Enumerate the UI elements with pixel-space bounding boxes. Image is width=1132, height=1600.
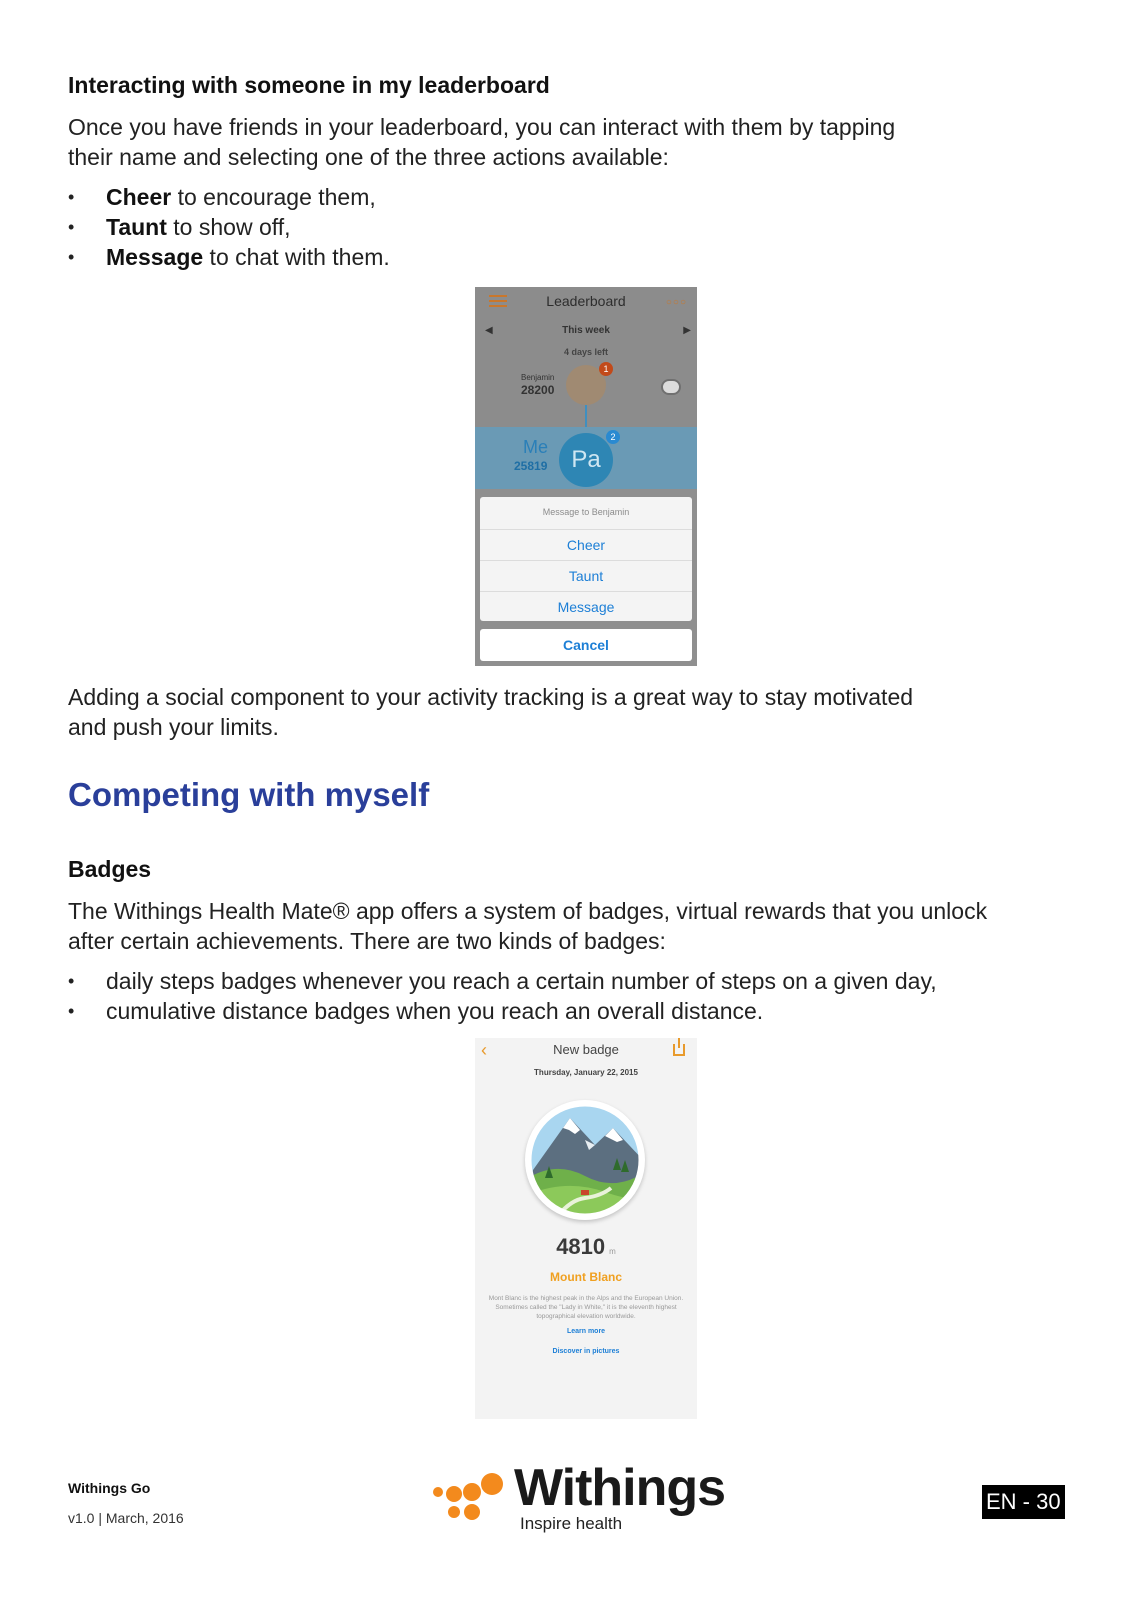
connector-line: [585, 405, 587, 427]
withings-dots-icon: [432, 1472, 512, 1528]
outro-paragraph: [68, 682, 1068, 742]
list-item: • daily steps badges whenever you reach a certain number of steps on a given day,: [68, 966, 937, 996]
badge-screenshot: [475, 1038, 697, 1419]
taunt-option[interactable]: Taunt: [480, 561, 692, 592]
intro-line-1: Once you have friends in your leaderboard, you can interact with them by tapping: [68, 114, 896, 140]
chat-bubble-icon[interactable]: [661, 379, 681, 395]
page-number: EN - 30: [982, 1485, 1065, 1519]
bullet-text: to chat with them.: [203, 244, 390, 270]
badges-line-1: The Withings Health Mate® app offers a system of badges, virtual rewards that you unlock: [68, 898, 988, 924]
friend-rank-badge: 1: [599, 362, 613, 376]
more-options-icon[interactable]: ○○○: [665, 297, 687, 308]
me-score: 25819: [514, 459, 548, 473]
badge-description: Mont Blanc is the highest peak in the Alps and the European Union. Sometimes called the "Lady in White," it is the eleventh highest topographical elevation worldwide.: [488, 1295, 684, 1320]
badges-line-2: after certain achievements. There are two kinds of badges:: [68, 928, 666, 954]
period-label: This week: [562, 325, 610, 336]
mountain-badge-icon: [525, 1100, 645, 1220]
cheer-option[interactable]: Cheer: [480, 530, 692, 561]
next-week-icon[interactable]: ▶: [683, 325, 691, 336]
list-item: [68, 182, 390, 212]
cancel-button[interactable]: Cancel: [480, 629, 692, 661]
logo-wordmark: Withings: [514, 1459, 726, 1517]
discover-pictures-link[interactable]: Discover in pictures: [552, 1348, 620, 1355]
me-rank-badge: 2: [606, 430, 620, 444]
intro-line-2: their name and selecting one of the three actions available:: [68, 144, 669, 170]
days-left: 4 days left: [563, 347, 609, 357]
previous-week-icon[interactable]: ◀: [485, 325, 493, 336]
bullet-text: to encourage them,: [171, 184, 376, 210]
friend-score: 28200: [521, 383, 555, 397]
footer-version: v1.0 | March, 2016: [68, 1510, 184, 1526]
badges-paragraph: [68, 896, 1068, 956]
withings-logo: [432, 1459, 726, 1542]
mountain-illustration: [525, 1100, 645, 1220]
section-heading-competing: Competing with myself: [68, 776, 430, 813]
badge-value-number: 4810: [556, 1234, 606, 1259]
leaderboard-screenshot: [475, 287, 697, 666]
back-chevron-icon[interactable]: ‹: [481, 1040, 487, 1060]
badge-kinds-list: [68, 966, 937, 1026]
action-sheet: [480, 497, 692, 621]
badge-screen-title: New badge: [553, 1042, 619, 1057]
badge-value-unit: m: [609, 1247, 616, 1256]
message-option[interactable]: Message: [557, 599, 615, 615]
learn-more-link[interactable]: Learn more: [566, 1328, 606, 1335]
actions-list: [68, 182, 390, 272]
share-icon[interactable]: [673, 1044, 685, 1056]
bullet-term: Cheer: [106, 184, 172, 210]
logo-tagline: Inspire health: [520, 1514, 623, 1533]
badge-date: Thursday, January 22, 2015: [534, 1068, 638, 1077]
outro-line-2: and push your limits.: [68, 714, 279, 740]
list-item: [68, 212, 390, 242]
leaderboard-title: Leaderboard: [546, 293, 626, 309]
leaderboard-header-area: [475, 287, 697, 427]
friend-name: Benjamin: [521, 373, 555, 382]
bullet-text: to show off,: [166, 214, 291, 240]
section-heading-leaderboard: Interacting with someone in my leaderboard: [68, 72, 550, 98]
footer-product: Withings Go: [68, 1480, 151, 1496]
list-item: [68, 242, 390, 272]
me-label: Me: [523, 437, 549, 457]
badge-value: [475, 1234, 697, 1260]
badge-name: Mount Blanc: [550, 1270, 622, 1284]
action-sheet-title: Message to Benjamin: [480, 497, 692, 530]
bullet-term: Message: [106, 244, 204, 270]
outro-line-1: Adding a social component to your activity tracking is a great way to stay motivated: [68, 684, 914, 710]
intro-paragraph: [68, 112, 1068, 172]
sub-heading-badges: Badges: [68, 856, 152, 882]
me-avatar: Pa: [559, 433, 613, 487]
bullet-term: Taunt: [106, 214, 167, 240]
my-row: [475, 427, 697, 489]
list-item: • cumulative distance badges when you reach an overall distance.: [68, 996, 937, 1026]
